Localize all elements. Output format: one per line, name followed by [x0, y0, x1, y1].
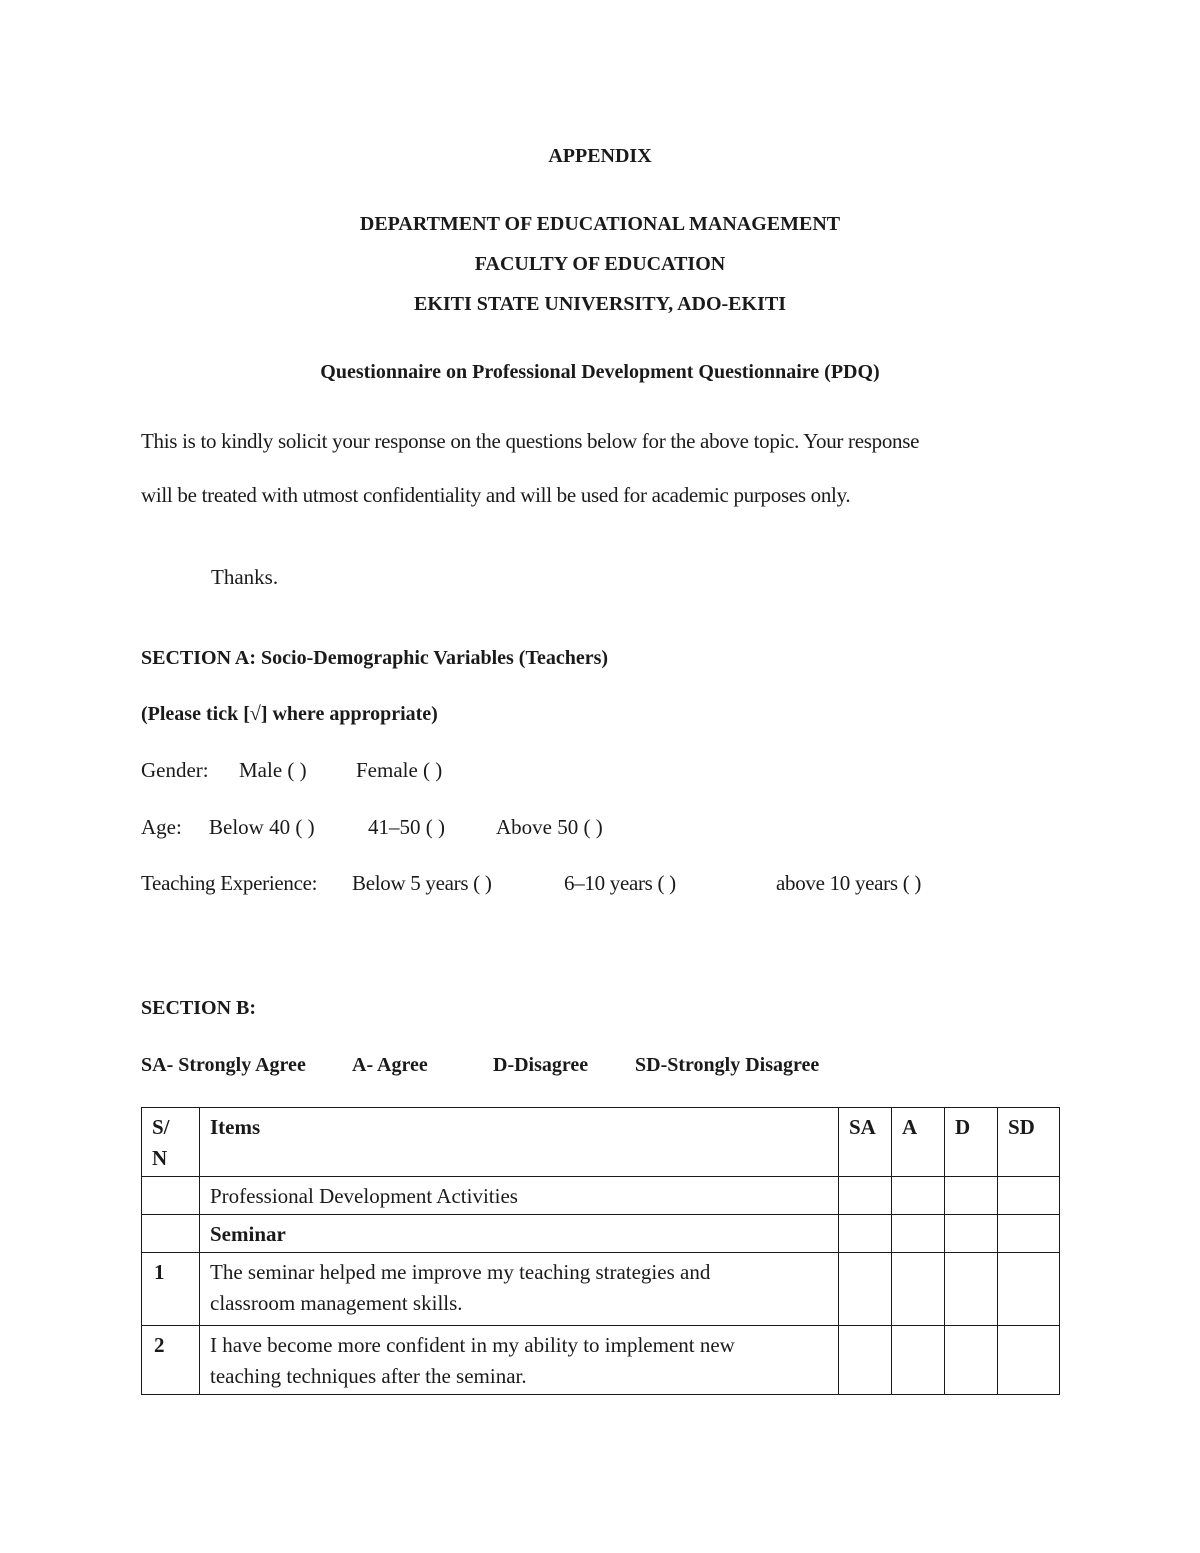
- age-label: Age:: [141, 815, 182, 839]
- category-label: Professional Development Activities: [200, 1177, 839, 1215]
- response-cell-sa[interactable]: [839, 1253, 892, 1326]
- age-option-above-50[interactable]: Above 50 ( ): [496, 815, 603, 839]
- item-text-line: The seminar helped me improve my teaching strategies and: [210, 1260, 711, 1284]
- response-cell-a[interactable]: [892, 1326, 945, 1395]
- response-cell-a[interactable]: [892, 1253, 945, 1326]
- header-a: A: [892, 1108, 945, 1177]
- age-option-41-50[interactable]: 41–50 ( ): [368, 815, 445, 839]
- response-cell-sd[interactable]: [998, 1253, 1060, 1326]
- table-cell: [142, 1177, 200, 1215]
- table-cell: [142, 1215, 200, 1253]
- questionnaire-table: [141, 1107, 1060, 1395]
- gender-option-male[interactable]: Male ( ): [239, 758, 307, 782]
- department-heading: DEPARTMENT OF EDUCATIONAL MANAGEMENT: [359, 213, 841, 235]
- response-cell-d[interactable]: [945, 1253, 998, 1326]
- header-d: D: [945, 1108, 998, 1177]
- table-row: [142, 1253, 1060, 1326]
- response-cell-sd[interactable]: [998, 1326, 1060, 1395]
- response-cell-sd[interactable]: [998, 1177, 1060, 1215]
- thanks-text: Thanks.: [211, 565, 279, 589]
- table-row: [142, 1177, 1060, 1215]
- response-cell-sa[interactable]: [839, 1215, 892, 1253]
- item-text: [200, 1326, 839, 1395]
- response-cell-sa[interactable]: [839, 1326, 892, 1395]
- appendix-heading: APPENDIX: [548, 145, 652, 167]
- experience-option-6-10[interactable]: 6–10 years ( ): [564, 871, 676, 895]
- response-cell-sd[interactable]: [998, 1215, 1060, 1253]
- university-heading: EKITI STATE UNIVERSITY, ADO-EKITI: [414, 293, 786, 315]
- questionnaire-title: Questionnaire on Professional Development Questionnaire (PDQ): [320, 361, 880, 383]
- subheading-seminar: Seminar: [200, 1215, 839, 1253]
- response-cell-a[interactable]: [892, 1177, 945, 1215]
- header-sn-line-2: N: [152, 1146, 168, 1170]
- experience-option-below-5[interactable]: Below 5 years ( ): [352, 871, 492, 895]
- intro-line-2: will be treated with utmost confidentiality and will be used for academic purposes only.: [141, 483, 851, 507]
- response-cell-d[interactable]: [945, 1177, 998, 1215]
- intro-line-1: This is to kindly solicit your response on the questions below for the above topic. Your response: [141, 429, 920, 453]
- experience-option-above-10[interactable]: above 10 years ( ): [776, 871, 922, 895]
- response-cell-a[interactable]: [892, 1215, 945, 1253]
- header-sa: SA: [839, 1108, 892, 1177]
- response-cell-d[interactable]: [945, 1326, 998, 1395]
- item-number: 1: [142, 1253, 200, 1326]
- item-text: [200, 1253, 839, 1326]
- faculty-heading: FACULTY OF EDUCATION: [474, 253, 726, 275]
- section-b-title: SECTION B:: [141, 997, 257, 1019]
- item-text-line: teaching techniques after the seminar.: [210, 1364, 527, 1388]
- legend-sa: SA- Strongly Agree: [141, 1054, 306, 1076]
- table-header-row: [142, 1108, 1060, 1177]
- item-text-line: classroom management skills.: [210, 1291, 463, 1315]
- legend-d: D-Disagree: [493, 1054, 589, 1076]
- tick-instruction: (Please tick [√] where appropriate): [141, 703, 438, 725]
- response-cell-sa[interactable]: [839, 1177, 892, 1215]
- header-sn: [142, 1108, 200, 1177]
- gender-label: Gender:: [141, 758, 209, 782]
- table-row: [142, 1215, 1060, 1253]
- legend-a: A- Agree: [352, 1054, 428, 1076]
- header-items: Items: [200, 1108, 839, 1177]
- section-a-title: SECTION A: Socio-Demographic Variables (Teachers): [141, 647, 609, 669]
- item-number: 2: [142, 1326, 200, 1395]
- header-sn-line-1: S/: [152, 1115, 170, 1139]
- experience-label: Teaching Experience:: [141, 871, 318, 895]
- gender-option-female[interactable]: Female ( ): [356, 758, 443, 782]
- header-sd: SD: [998, 1108, 1060, 1177]
- item-text-line: I have become more confident in my ability to implement new: [210, 1333, 735, 1357]
- legend-sd: SD-Strongly Disagree: [635, 1054, 820, 1076]
- response-cell-d[interactable]: [945, 1215, 998, 1253]
- table-row: [142, 1326, 1060, 1395]
- age-option-below-40[interactable]: Below 40 ( ): [209, 815, 315, 839]
